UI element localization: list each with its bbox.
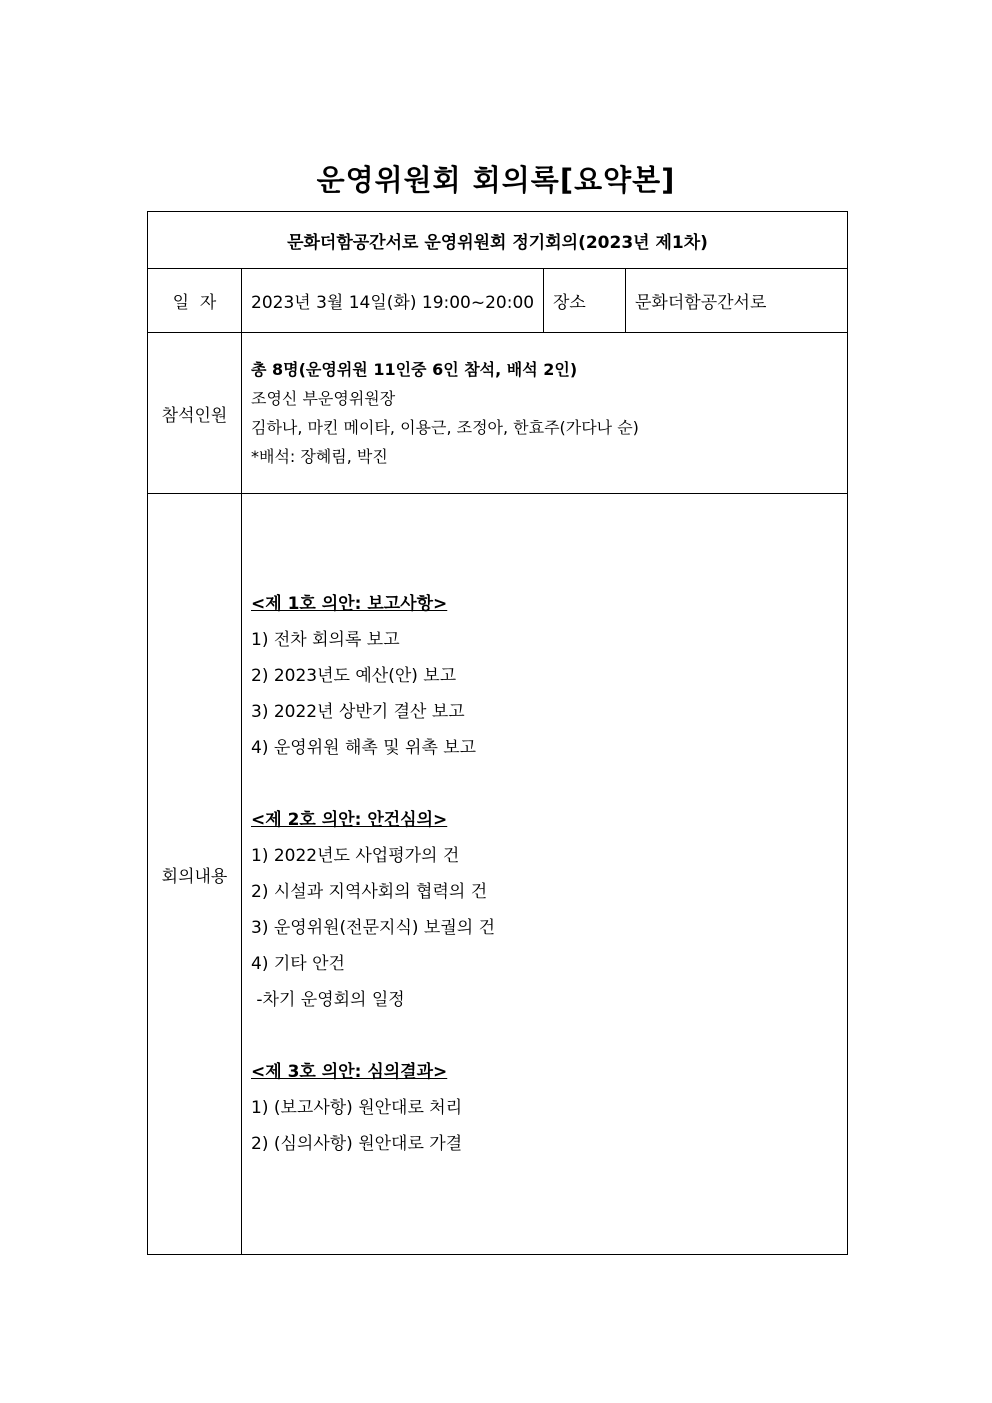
- attendees-summary: 총 8명(운영위원 11인중 6인 참석, 배석 2인): [251, 360, 578, 379]
- place-label: 장소: [544, 269, 626, 333]
- agenda-heading: <제 1호 의안: 보고사항>: [251, 594, 448, 614]
- date-label-text: 일 자: [172, 293, 217, 313]
- content-label: 회의내용: [148, 494, 242, 1255]
- meeting-name: 문화더함공간서로 운영위원회 정기회의(2023년 제1차): [148, 212, 848, 269]
- agenda-item: 1) 2022년도 사업평가의 건: [251, 846, 460, 866]
- place-value: 문화더함공간서로: [626, 269, 848, 333]
- spacer: [251, 766, 847, 802]
- attendee-line: *배석: 장혜림, 박진: [251, 447, 388, 466]
- agenda-item: 1) (보고사항) 원안대로 처리: [251, 1098, 463, 1118]
- attendee-line: 김하나, 마킨 메이타, 이용근, 조정아, 한효주(가다나 순): [251, 418, 639, 437]
- content-cell: [242, 494, 848, 1255]
- agenda-item: 3) 운영위원(전문지식) 보궐의 건: [251, 918, 495, 938]
- attendees-cell: [242, 333, 848, 494]
- date-row: [148, 269, 848, 333]
- agenda-heading: <제 2호 의안: 안건심의>: [251, 810, 448, 830]
- agenda-item: 4) 운영위원 해촉 및 위촉 보고: [251, 738, 477, 758]
- attendees-row: [148, 333, 848, 494]
- spacer: [251, 1018, 847, 1054]
- agenda-item: 2) 2023년도 예산(안) 보고: [251, 666, 457, 686]
- header-row: [148, 212, 848, 269]
- content-row: [148, 494, 848, 1255]
- attendee-line: 조영신 부운영위원장: [251, 389, 396, 408]
- agenda-item: 4) 기타 안건: [251, 954, 345, 974]
- agenda-item: 1) 전차 회의록 보고: [251, 630, 400, 650]
- agenda-item: 2) (심의사항) 원안대로 가결: [251, 1134, 463, 1154]
- document-title: 운영위원회 회의록[요약본]: [316, 163, 676, 197]
- minutes-table: [147, 211, 848, 1255]
- date-value: 2023년 3월 14일(화) 19:00~20:00: [242, 269, 544, 333]
- agenda-item: 2) 시설과 지역사회의 협력의 건: [251, 882, 488, 902]
- agenda-heading: <제 3호 의안: 심의결과>: [251, 1062, 448, 1082]
- attendees-label: 참석인원: [148, 333, 242, 494]
- agenda-item: 3) 2022년 상반기 결산 보고: [251, 702, 465, 722]
- agenda-subitem: -차기 운영회의 일정: [251, 990, 405, 1010]
- date-label: [148, 269, 242, 333]
